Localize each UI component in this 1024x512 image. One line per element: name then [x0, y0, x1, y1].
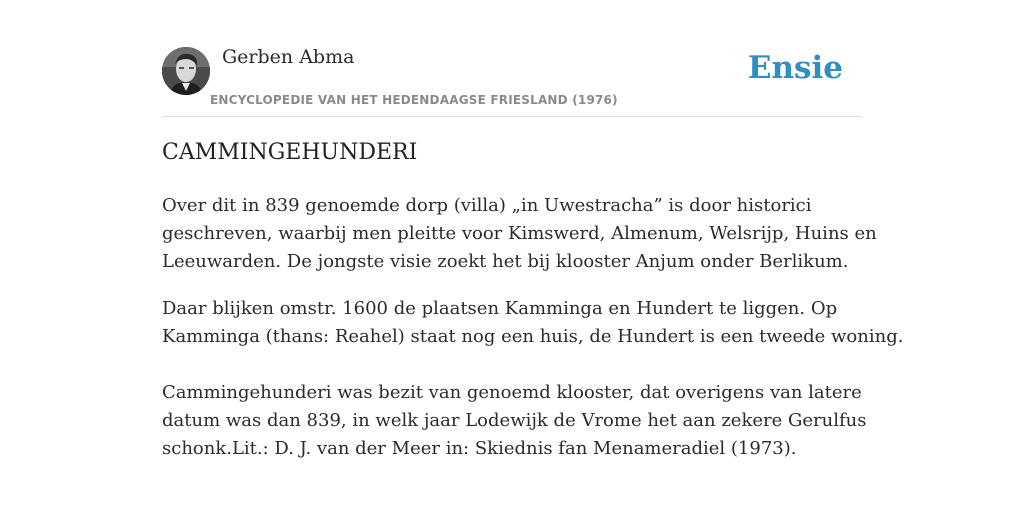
paragraph-line: Daar blijken omstr. 1600 de plaatsen Kamminga en Hundert te liggen. Op: [162, 298, 838, 319]
article-page: [162, 0, 904, 459]
article-paragraph-3: [162, 379, 867, 463]
author-name[interactable]: Gerben Abma: [222, 46, 355, 68]
source-label[interactable]: ENCYCLOPEDIE VAN HET HEDENDAAGSE FRIESLAND (1976): [210, 93, 618, 107]
paragraph-line: Leeuwarden. De jongste visie zoekt het bij klooster Anjum onder Berlikum.: [162, 251, 849, 272]
paragraph-line: Cammingehunderi was bezit van genoemd klooster, dat overigens van latere: [162, 382, 862, 403]
article-header: [162, 0, 862, 117]
paragraph-line: geschreven, waarbij men pleitte voor Kimswerd, Almenum, Welsrijp, Huins en: [162, 223, 877, 244]
paragraph-line: Kamminga (thans: Reahel) staat nog een huis, de Hundert is een tweede woning.: [162, 326, 904, 347]
article-title: CAMMINGEHUNDERI: [162, 140, 418, 165]
paragraph-line: datum was dan 839, in welk jaar Lodewijk de Vrome het aan zekere Gerulfus: [162, 410, 867, 431]
paragraph-line: Over dit in 839 genoemde dorp (villa) „in Uwestracha” is door historici: [162, 195, 812, 216]
author-portrait-icon: [162, 47, 210, 95]
paragraph-line: schonk.Lit.: D. J. van der Meer in: Skiednis fan Menameradiel (1973).: [162, 438, 797, 459]
ensie-logo[interactable]: Ensie: [747, 50, 843, 86]
article-paragraph-1: [162, 192, 877, 276]
author-avatar[interactable]: [162, 47, 210, 95]
article-paragraph-2: [162, 295, 904, 351]
